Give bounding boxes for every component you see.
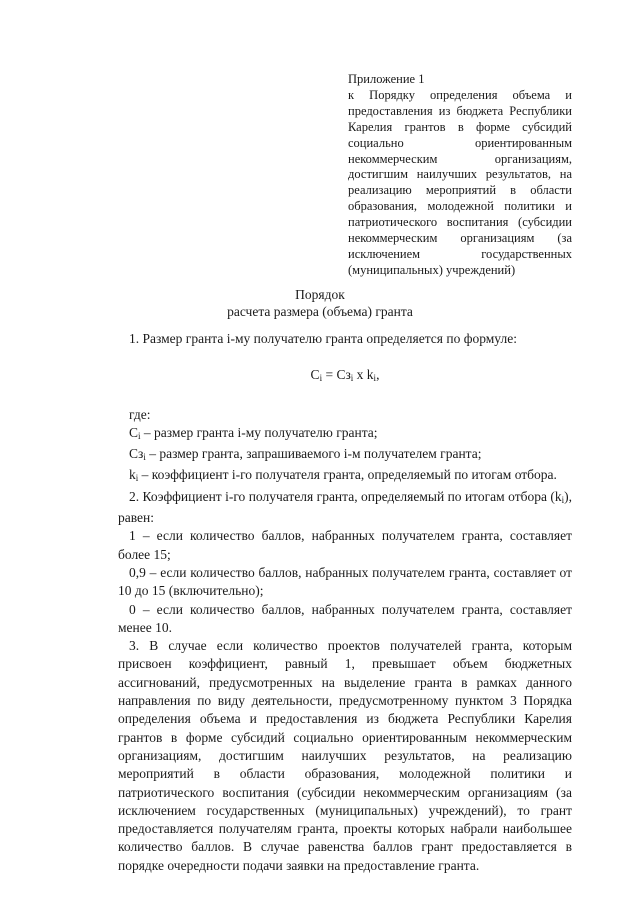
paragraph-2-tail: ), равен:: [118, 488, 572, 526]
title-line-1: Порядок: [295, 287, 345, 302]
definition-k: [118, 466, 572, 487]
paragraph-1: 1. Размер гранта i-му получателю гранта определяется по формуле:: [129, 331, 517, 346]
formula-c: C: [310, 367, 320, 383]
definition-sz-sub: i: [143, 452, 146, 463]
definition-c-text: – размер гранта i-му получателю гранта;: [140, 424, 378, 440]
appendix-header: [348, 72, 572, 279]
paragraph-2: [118, 488, 572, 528]
paragraph-2-sub: i: [561, 494, 565, 505]
document-title: [0, 286, 640, 320]
document-body: [118, 330, 572, 875]
appendix-text: к Порядку определения объема и предоставления из бюджета Республики Карелия грантов в форме субсидий социально ориентированным некоммерческим организациям, достигшим наилучших результатов, на реализацию мероприятий в области образования, молодежной политики и патриотического воспитания (субсидии некоммерческим организациям (за исключением государственных (муниципальных) учреждений): [348, 87, 572, 277]
paragraph-3: 3. В случае если количество проектов получателей гранта, которым присвоен коэффициент, равный 1, превышает объем бюджетных ассигнований, предусмотренных на выделение гранта в рамках данного направления по виду деятельности, предусмотренному пунктом 3 Порядка определения объема и предоставления из бюджета Республики Карелия грантов в форме субсидий социально ориентированным некоммерческим организациям, достигшим наилучших результатов, на реализацию мероприятий в области образования, молодежной политики и патриотического воспитания (субсидии некоммерческим организациям (за исключением государственных (муниципальных) учреждений), то грант предоставляется получателям гранта, проекты которых набрали наибольшее количество баллов. В случае равенства баллов грант предоставляется в порядке очередности подачи заявки на предоставление гранта.: [118, 638, 572, 873]
formula-c-sub: i: [319, 373, 323, 384]
where-label: где:: [129, 406, 151, 422]
formula-x: x k: [353, 367, 374, 383]
paragraph-2-item-3: 0 – если количество баллов, набранных получателем гранта, составляет менее 10.: [118, 601, 572, 635]
definition-c: [118, 424, 572, 445]
formula-tail: ,: [376, 367, 380, 383]
definition-k-symbol: k: [129, 467, 136, 483]
paragraph-2-item-2: 0,9 – если количество баллов, набранных получателем гранта, составляет от 10 до 15 (включительно);: [118, 564, 572, 599]
definition-c-sub: i: [138, 430, 141, 441]
definition-k-text: – коэффициент i-го получателя гранта, определяемый по итогам отбора.: [138, 467, 557, 483]
formula-k-sub: i: [373, 373, 377, 384]
definition-sz: [118, 445, 572, 466]
definition-sz-text: – размер гранта, запрашиваемого i-м получателем гранта;: [145, 446, 482, 462]
definition-sz-symbol: Сз: [129, 446, 144, 462]
definition-k-sub: i: [135, 473, 139, 484]
paragraph-2-text: 2. Коэффициент i-го получателя гранта, определяемый по итогам отбора (k: [129, 488, 562, 504]
formula-eq: = Сз: [322, 367, 351, 383]
formula: [118, 366, 572, 387]
formula-sz-sub: i: [350, 373, 354, 384]
title-line-2: расчета размера (объема) гранта: [227, 304, 413, 319]
definition-c-symbol: C: [129, 424, 139, 440]
appendix-title: Приложение 1: [348, 72, 425, 86]
paragraph-2-item-1: 1 – если количество баллов, набранных получателем гранта, составляет более 15;: [118, 528, 572, 562]
